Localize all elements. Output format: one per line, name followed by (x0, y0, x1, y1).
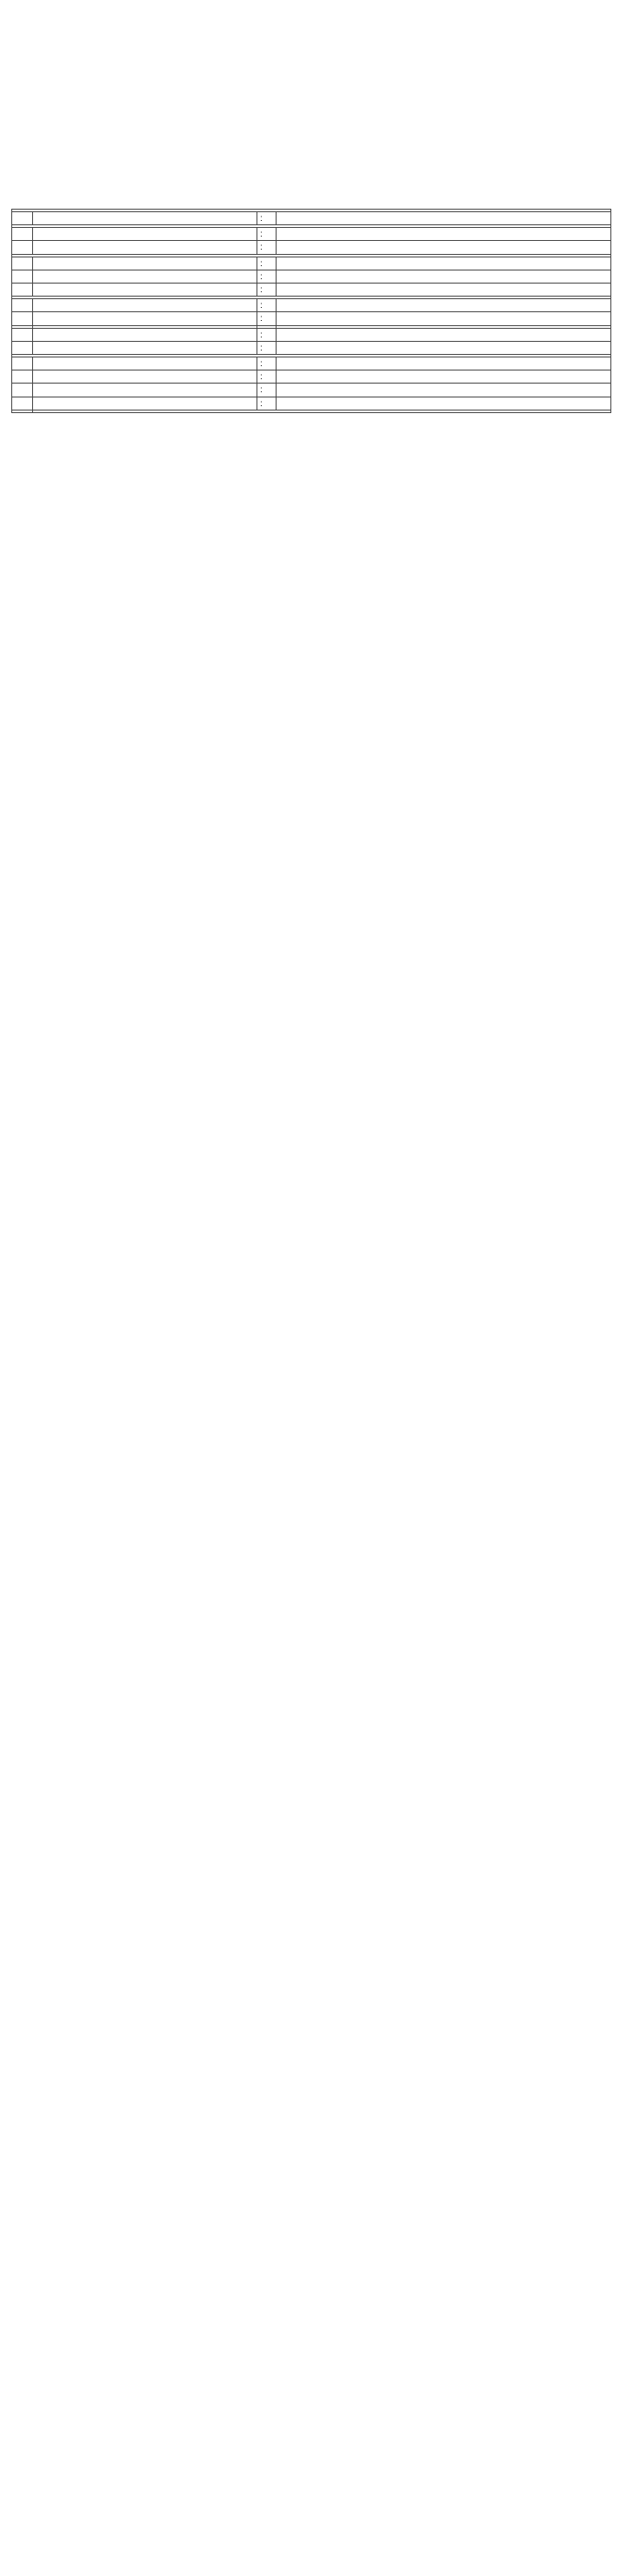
row-label (33, 370, 257, 384)
row-colon: : (257, 370, 277, 384)
row-number (12, 241, 33, 254)
row-value (277, 312, 611, 325)
row-number (12, 328, 33, 341)
row-colon: : (257, 312, 277, 325)
row-colon: : (257, 228, 277, 241)
row-label (33, 228, 257, 241)
row-colon: : (257, 284, 277, 297)
table-row (12, 270, 611, 283)
row-label (33, 284, 257, 297)
row-value (277, 228, 611, 241)
row-label (33, 212, 257, 225)
row-value (277, 384, 611, 397)
row-label (33, 270, 257, 283)
row-value (277, 284, 611, 297)
table-row (12, 410, 611, 412)
row-number (12, 384, 33, 397)
row-label (33, 341, 257, 354)
row-value (277, 397, 611, 410)
row-label (33, 299, 257, 312)
row-colon: : (257, 397, 277, 410)
row-value (277, 212, 611, 225)
table-row (12, 341, 611, 354)
row-value (277, 257, 611, 270)
row-colon: : (257, 212, 277, 225)
row-number (12, 397, 33, 410)
row-value (277, 241, 611, 254)
row-label (33, 257, 257, 270)
eoi-table-wrapper (11, 209, 611, 413)
row-value (277, 299, 611, 312)
row-number (12, 299, 33, 312)
table-row (12, 397, 611, 410)
table-row (12, 384, 611, 397)
row-value (277, 370, 611, 384)
row-value (277, 341, 611, 354)
row-colon: : (257, 241, 277, 254)
eoi-table (11, 209, 611, 413)
row-label (33, 328, 257, 341)
table-row (12, 370, 611, 384)
row-colon: : (257, 328, 277, 341)
row-number (12, 410, 33, 412)
row-value (277, 328, 611, 341)
table-row (12, 228, 611, 241)
row-number (12, 312, 33, 325)
row-number (12, 270, 33, 283)
row-label (33, 384, 257, 397)
row-number (12, 228, 33, 241)
row-number (12, 212, 33, 225)
table-row (12, 328, 611, 341)
row-colon: : (257, 299, 277, 312)
row-number (12, 357, 33, 370)
row-number (12, 370, 33, 384)
row-colon: : (257, 257, 277, 270)
table-row (12, 284, 611, 297)
row-label (33, 312, 257, 325)
row-label (33, 241, 257, 254)
row-value (277, 270, 611, 283)
table-row (12, 257, 611, 270)
row-label (33, 357, 257, 370)
row-colon: : (257, 341, 277, 354)
row-colon: : (257, 270, 277, 283)
row-colon: : (257, 384, 277, 397)
row-number (12, 284, 33, 297)
row-label (33, 397, 257, 410)
row-value (277, 357, 611, 370)
table-row (12, 212, 611, 225)
table-row (12, 312, 611, 325)
table-row (12, 241, 611, 254)
table-row (12, 299, 611, 312)
table-row (12, 357, 611, 370)
row-colon: : (257, 357, 277, 370)
row-number (12, 341, 33, 354)
row-number (12, 257, 33, 270)
reservation-statement (33, 410, 611, 412)
